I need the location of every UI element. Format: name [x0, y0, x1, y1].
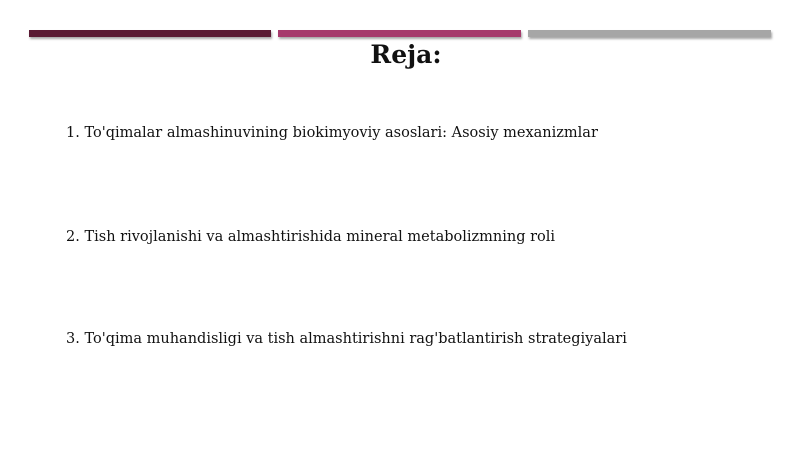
decorative-bar-magenta — [278, 30, 521, 37]
plan-item-2: 2. Tish rivojlanishi va almashtirishida mineral metabolizmning roli — [66, 229, 556, 245]
slide-title: Reja: — [370, 40, 442, 69]
decorative-bar-gray — [528, 30, 771, 37]
decorative-bar-dark — [29, 30, 271, 37]
plan-item-1: 1. To'qimalar almashinuvining biokimyoviy asoslari: Asosiy mexanizmlar — [66, 125, 598, 141]
plan-item-3: 3. To'qima muhandisligi va tish almashtirishni rag'batlantirish strategiyalari — [66, 331, 627, 347]
